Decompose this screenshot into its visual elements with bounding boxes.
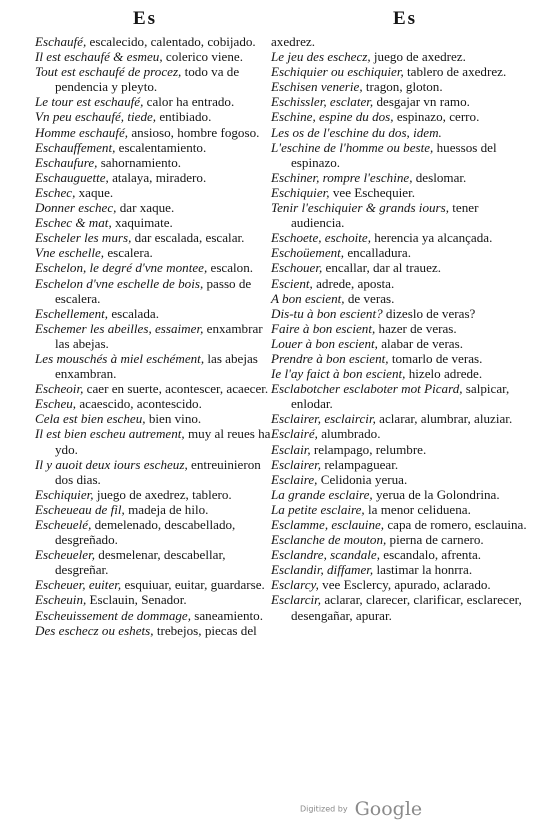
entry-definition: alumbrado.	[317, 426, 381, 442]
dictionary-entry	[271, 185, 527, 200]
entry-headword: Vn peu eschaufé, tiede,	[35, 109, 157, 125]
entry-headword: Eschisen venerie,	[271, 79, 363, 95]
entry-definition: tablero de axedrez.	[403, 64, 507, 80]
entry-definition: adrede, aposta.	[312, 275, 395, 291]
dictionary-entry	[271, 49, 527, 64]
entry-definition: desgajar vn ramo.	[373, 94, 470, 110]
entry-headword: Eschemer les abeilles, essaimer,	[35, 320, 204, 336]
entry-definition: vee Eschequier.	[329, 184, 415, 200]
dictionary-entry	[35, 64, 271, 94]
dictionary-entry	[35, 547, 271, 577]
entry-headword: La petite esclaire,	[271, 501, 365, 517]
dictionary-entry	[35, 321, 271, 351]
entry-headword: Esclairer, esclaircir,	[271, 411, 376, 427]
entry-headword: Prendre à bon escient,	[271, 350, 389, 366]
entry-headword: L'eschine de l'homme ou beste,	[271, 139, 434, 155]
entry-definition: dar xaque.	[116, 200, 175, 216]
dictionary-entry	[35, 457, 271, 487]
entry-definition: juego de axedrez.	[370, 49, 466, 65]
entry-headword: Eschaufure,	[35, 154, 98, 170]
dictionary-entry	[35, 230, 271, 245]
right-column	[271, 34, 527, 623]
dictionary-entry	[271, 245, 527, 260]
entry-headword: Escheuin,	[35, 592, 87, 608]
dictionary-entry	[35, 351, 271, 381]
dictionary-entry	[35, 215, 271, 230]
dictionary-entry	[271, 592, 527, 622]
entry-headword: Esclamme, esclauine,	[271, 517, 385, 532]
dictionary-entry	[271, 351, 527, 366]
dictionary-entry	[271, 94, 527, 109]
entry-headword: Eschiquier,	[35, 486, 94, 502]
dictionary-entry	[35, 623, 271, 638]
dictionary-entry	[35, 109, 271, 124]
dictionary-entry	[271, 547, 527, 562]
dictionary-entry	[35, 592, 271, 607]
entry-headword: Homme eschaufé,	[35, 124, 129, 140]
entry-definition: calor ha entrado.	[143, 94, 235, 110]
entry-definition: Esclauin, Senador.	[86, 592, 187, 608]
entry-headword: Esclair,	[271, 441, 311, 457]
dictionary-entry	[35, 49, 271, 64]
dictionary-entry	[271, 306, 527, 321]
entry-definition: xaquimate.	[111, 215, 173, 231]
entry-definition: relampago, relumbre.	[310, 441, 427, 457]
dictionary-entry	[271, 442, 527, 457]
entry-headword: Esclarcir,	[271, 592, 322, 608]
entry-definition: saneamiento.	[191, 607, 263, 623]
dictionary-entry	[271, 577, 527, 592]
entry-headword: Tenir l'eschiquier & grands iours,	[271, 200, 450, 216]
entry-headword: Eschouer,	[271, 260, 323, 276]
entry-headword: Esclaire,	[271, 471, 318, 487]
dictionary-entry	[271, 125, 527, 140]
entry-definition: yerua de la Golondrina.	[372, 486, 500, 502]
entry-headword: Il est eschaufé & esmeu,	[35, 49, 163, 65]
dictionary-entry	[35, 276, 271, 306]
dictionary-entry	[35, 577, 271, 592]
entry-definition: passo de escalera.	[55, 275, 252, 306]
dictionary-entry	[35, 170, 271, 185]
entry-definition: colerico viene.	[162, 49, 243, 65]
entry-definition: acaescido, acontescido.	[76, 396, 202, 412]
entry-definition: demelenado, descabellado, desgreñado.	[55, 517, 236, 548]
entry-headword: Esclabotcher esclaboter mot Picard,	[271, 381, 463, 397]
entry-headword: Eschiquier,	[271, 184, 330, 200]
entry-headword: Eschec & mat,	[35, 215, 112, 231]
dictionary-entry	[35, 608, 271, 623]
entry-headword: Le jeu des eschecz,	[271, 49, 371, 65]
dictionary-entry	[35, 125, 271, 140]
entry-definition: escalada.	[108, 305, 159, 321]
dictionary-entry	[271, 260, 527, 275]
entry-definition: escalera.	[104, 245, 153, 261]
entry-headword: Eschissler, esclater,	[271, 94, 374, 110]
entry-headword: Eschaufé,	[35, 34, 87, 49]
entry-definition: escalon.	[207, 260, 254, 276]
dictionary-entry	[35, 260, 271, 275]
dictionary-entry	[271, 562, 527, 577]
digitization-watermark	[300, 798, 422, 820]
entry-headword: Esclairé,	[271, 426, 318, 442]
entry-headword: Escheuer, euiter,	[35, 577, 122, 593]
running-head-right: Es	[393, 8, 418, 29]
entry-definition: hazer de veras.	[375, 320, 457, 336]
entry-definition: dizeslo de veras?	[382, 305, 476, 321]
entry-definition: de veras.	[344, 290, 395, 306]
entry-definition: aclarar, alumbrar, aluziar.	[375, 411, 513, 427]
entry-headword: Eschiquier ou eschiquier,	[271, 64, 404, 80]
entry-headword: Escheueler,	[35, 547, 95, 563]
entry-definition: ansioso, hombre fogoso.	[128, 124, 260, 140]
entry-headword: Eschellement,	[35, 305, 109, 321]
dictionary-entry	[271, 34, 527, 49]
dictionary-entry	[35, 34, 271, 49]
dictionary-entry	[271, 109, 527, 124]
entry-headword: Eschelon, le degré d'vne montee,	[35, 260, 208, 276]
dictionary-entry	[271, 230, 527, 245]
entry-headword: Escheler les murs,	[35, 230, 132, 246]
entry-definition: trebejos, piecas del	[153, 622, 257, 638]
entry-headword: Dis-tu à bon escient?	[271, 305, 383, 321]
entry-headword: Les mouschés à miel eschément,	[35, 350, 205, 366]
left-column	[35, 34, 271, 638]
entry-headword: Les os de l'eschine du dos, idem.	[271, 124, 442, 140]
entry-headword: Escient,	[271, 275, 313, 291]
dictionary-entry	[271, 64, 527, 79]
dictionary-entry	[271, 336, 527, 351]
entry-definition: entreuinieron dos dias.	[55, 456, 261, 487]
entry-headword: Il y auoit deux iours escheuz,	[35, 456, 188, 472]
entry-definition: aclarar, clarecer, clarificar, esclarecer, desengañar, apurar.	[291, 592, 522, 623]
entry-definition: salpicar, enlodar.	[291, 381, 510, 412]
entry-headword: Cela est bien escheu,	[35, 411, 146, 427]
dictionary-entry	[271, 502, 527, 517]
entry-definition: huessos del espinazo.	[291, 139, 497, 170]
entry-headword: Vne eschelle,	[35, 245, 105, 261]
entry-headword: Escheu,	[35, 396, 77, 412]
dictionary-entry	[35, 502, 271, 517]
entry-definition: entibiado.	[156, 109, 212, 125]
dictionary-entry	[35, 517, 271, 547]
dictionary-entry	[35, 381, 271, 396]
dictionary-entry	[271, 457, 527, 472]
entry-definition: dar escalada, escalar.	[131, 230, 245, 246]
entry-headword: Eschauffement,	[35, 139, 116, 155]
dictionary-entry	[271, 366, 527, 381]
entry-headword: Escheoir,	[35, 381, 84, 397]
entry-definition: esquiuar, euitar, guardarse.	[121, 577, 265, 593]
entry-headword: Louer à bon escient,	[271, 335, 378, 351]
entry-definition: vee Esclercy, apurado, aclarado.	[318, 577, 491, 593]
dictionary-entry	[35, 185, 271, 200]
entry-headword: Eschec,	[35, 184, 76, 200]
entry-definition: relampaguear.	[321, 456, 399, 472]
watermark-prefix: Digitized by	[300, 804, 348, 814]
entry-headword: Esclanche de mouton,	[271, 532, 387, 548]
entry-headword: Escheuissement de dommage,	[35, 607, 191, 623]
dictionary-entry	[271, 411, 527, 426]
entry-headword: Escheuelé,	[35, 517, 92, 532]
entry-headword: Eschine, espine du dos,	[271, 109, 394, 125]
dictionary-entry	[271, 472, 527, 487]
entry-headword: Eschoete, eschoite,	[271, 230, 371, 246]
entry-headword: Il est bien escheu autrement,	[35, 426, 185, 442]
dictionary-entry	[271, 321, 527, 336]
entry-definition: las abejas enxambran.	[55, 350, 258, 382]
dictionary-entry	[35, 396, 271, 411]
entry-definition: alabar de veras.	[377, 335, 463, 351]
entry-headword: Esclarcy,	[271, 577, 319, 593]
dictionary-entry	[35, 245, 271, 260]
dictionary-entry	[271, 79, 527, 94]
entry-definition: atalaya, miradero.	[108, 169, 207, 185]
running-head-left: Es	[133, 8, 158, 29]
entry-headword: Eschoüement,	[271, 245, 345, 261]
entry-definition: desmelenar, descabellar, desgreñar.	[55, 547, 226, 578]
entry-definition: bien vino.	[145, 411, 202, 427]
entry-definition: juego de axedrez, tablero.	[93, 486, 232, 502]
entry-definition: escalecido, calentado, cobijado.	[86, 34, 256, 49]
entry-definition: tragon, gloton.	[362, 79, 443, 95]
entry-definition: Celidonia yerua.	[317, 471, 408, 487]
entry-definition: herencia ya alcançada.	[370, 230, 493, 246]
dictionary-entry	[35, 411, 271, 426]
entry-headword: Eschiner, rompre l'eschine,	[271, 169, 413, 185]
dictionary-entry	[271, 532, 527, 547]
entry-definition: muy al reues ha ydo.	[55, 426, 271, 457]
entry-definition: enxambrar las abejas.	[55, 320, 263, 351]
entry-headword: Tout est eschaufé de procez,	[35, 64, 182, 80]
dictionary-entry	[271, 291, 527, 306]
entry-definition: capa de romero, esclauina.	[384, 517, 527, 532]
entry-definition: tener audiencia.	[291, 200, 479, 231]
dictionary-entry	[35, 94, 271, 109]
dictionary-entry	[271, 487, 527, 502]
entry-definition: lastimar la honrra.	[373, 562, 473, 578]
entry-definition: encallar, dar al trauez.	[322, 260, 441, 276]
entry-headword: La grande esclaire,	[271, 486, 373, 502]
dictionary-entry	[271, 140, 527, 170]
dictionary-entry	[35, 200, 271, 215]
entry-headword: Esclandre, scandale,	[271, 547, 380, 563]
dictionary-entry	[271, 381, 527, 411]
entry-definition: sahornamiento.	[97, 154, 182, 170]
entry-definition: tomarlo de veras.	[388, 350, 483, 366]
entry-definition: pierna de carnero.	[386, 532, 484, 548]
entry-definition: todo va de pendencia y pleyto.	[55, 64, 240, 95]
entry-headword: Des eschecz ou eshets,	[35, 622, 154, 638]
dictionary-entry	[35, 140, 271, 155]
dictionary-entry	[271, 517, 527, 532]
entry-definition: escandalo, afrenta.	[379, 547, 482, 563]
entry-headword: Eschauguette,	[35, 169, 109, 185]
dictionary-entry	[271, 276, 527, 291]
entry-headword: A bon escient,	[271, 290, 345, 306]
entry-definition: encalladura.	[344, 245, 411, 261]
entry-definition: xaque.	[75, 184, 114, 200]
entry-headword: Esclandir, diffamer,	[271, 562, 374, 578]
watermark-brand: Google	[354, 798, 423, 820]
dictionary-entry	[271, 200, 527, 230]
entry-headword: Eschelon d'vne eschelle de bois,	[35, 275, 204, 291]
entry-definition: espinazo, cerro.	[393, 109, 480, 125]
dictionary-entry	[271, 170, 527, 185]
dictionary-entry	[35, 487, 271, 502]
dictionary-entry	[271, 426, 527, 441]
dictionary-entry	[35, 306, 271, 321]
entry-definition: escalentamiento.	[115, 139, 207, 155]
entry-headword: Esclairer,	[271, 456, 322, 472]
entry-headword: Le tour est eschaufé,	[35, 94, 144, 110]
entry-definition: hizelo adrede.	[405, 366, 483, 382]
entry-headword: Escheueau de fil,	[35, 501, 125, 517]
entry-headword: Faire à bon escient,	[271, 320, 376, 336]
entry-definition: madeja de hilo.	[124, 501, 209, 517]
dictionary-entry	[35, 155, 271, 170]
entry-definition: axedrez.	[271, 34, 315, 49]
dictionary-entry	[35, 426, 271, 456]
entry-headword: Donner eschec,	[35, 200, 117, 216]
entry-definition: caer en suerte, acontescer, acaecer.	[83, 381, 269, 397]
entry-definition: la menor celiduena.	[364, 501, 471, 517]
entry-headword: Ie l'ay faict à bon escient,	[271, 366, 406, 382]
entry-definition: deslomar.	[412, 169, 467, 185]
